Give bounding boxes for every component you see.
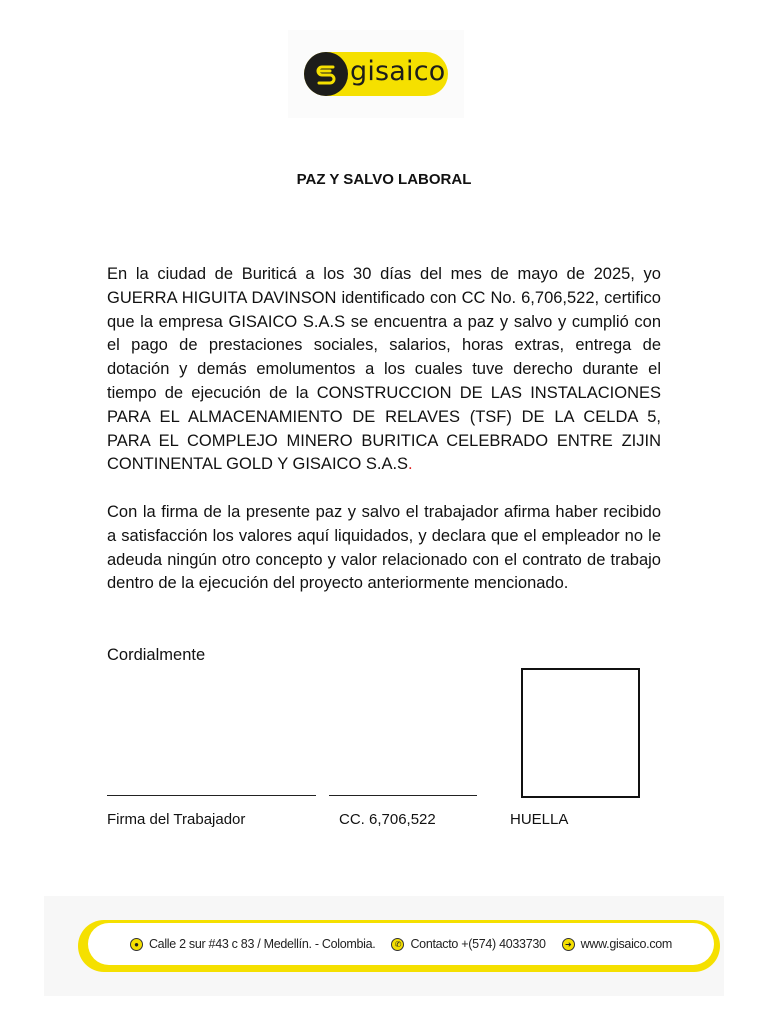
footer-contact-bar <box>88 923 714 965</box>
paragraph-declaration-text: En la ciudad de Buriticá a los 30 días del mes de mayo de 2025, yo GUERRA HIGUITA DAVINSON identificado con CC No. 6,706,522, certifico que la empresa GISAICO S.A.S se encuentra a paz y salvo y cumplió con el pago de prestaciones sociales, salarios, horas extras, entrega de dotación y demás emolumentos a los cuales tuve derecho durante el tiempo de ejecución de la CONSTRUCCION DE LAS INSTALACIONES PARA EL ALMACENAMIENTO DE RELAVES (TSF) DE LA CELDA 5, PARA EL COMPLEJO MINERO BURITICA CELEBRADO ENTRE ZIJIN CONTINENTAL GOLD Y GISAICO S.A.S <box>107 265 661 474</box>
fingerprint-label: HUELLA <box>510 811 569 828</box>
logo-text: gisaico <box>350 56 446 87</box>
footer-contact: Contacto +(574) 4033730 <box>410 937 546 951</box>
logo-pill <box>304 52 448 96</box>
cc-label: CC. 6,706,522 <box>339 811 436 828</box>
company-logo <box>288 30 464 118</box>
fingerprint-box <box>521 668 640 798</box>
footer-website[interactable]: www.gisaico.com <box>580 937 673 951</box>
closing-text: Cordialmente <box>107 646 206 664</box>
document-title: PAZ Y SALVO LABORAL <box>296 171 472 188</box>
location-pin-icon: ● <box>130 938 143 951</box>
worker-signature-line <box>107 795 316 796</box>
footer-address: Calle 2 sur #43 c 83 / Medellín. - Colombia. <box>148 937 376 951</box>
paragraph-declaration-period: . <box>408 455 413 474</box>
web-icon: ➜ <box>562 938 575 951</box>
paragraph-affirmation: Con la firma de la presente paz y salvo el trabajador afirma haber recibido a satisfacción los valores aquí liquidados, y declara que el empleador no le adeuda ningún otro concepto y valor relacionado con el contrato de trabajo dentro de la ejecución del proyecto anteriormente mencionado. <box>107 503 661 593</box>
logo-mark-icon <box>304 52 348 96</box>
worker-signature-label: Firma del Trabajador <box>107 811 246 828</box>
cc-signature-line <box>329 795 477 796</box>
phone-icon: ✆ <box>391 938 404 951</box>
paragraph-declaration <box>107 263 661 477</box>
